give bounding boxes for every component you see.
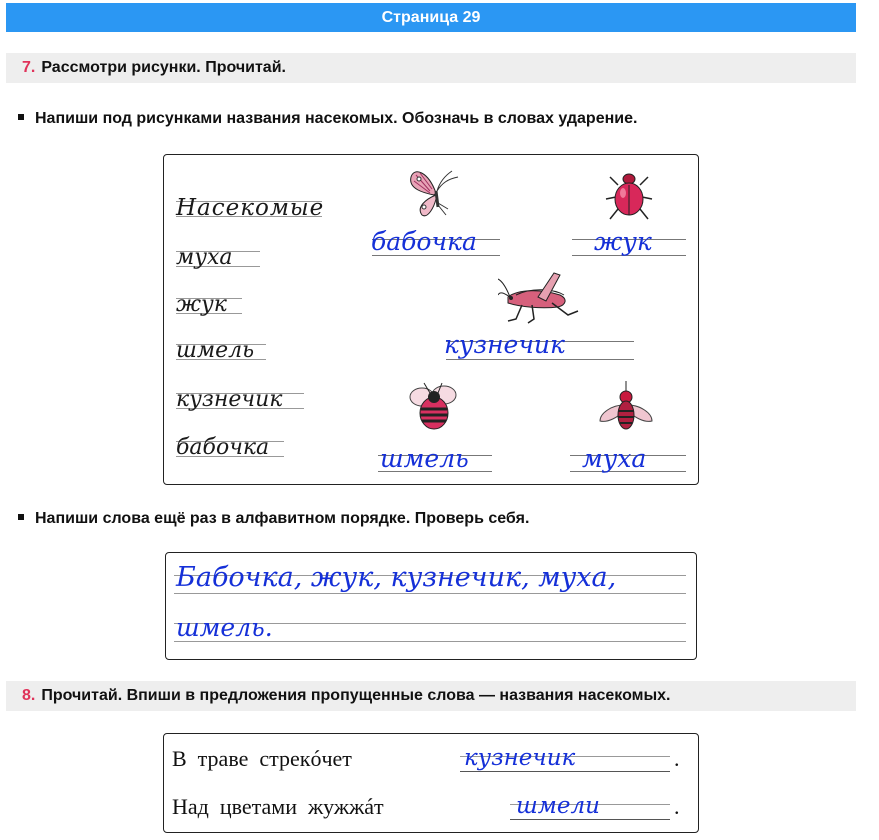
writing-line [510, 819, 670, 820]
writing-line [460, 771, 670, 772]
task-8-title: Прочитай. Впиши в предложения пропущенные слова — названия насекомых. [41, 687, 671, 704]
word-grasshopper: кузнечик [176, 387, 283, 412]
word-insects: Насекомые [176, 195, 325, 221]
insects-picture-box [163, 154, 699, 485]
instruction-text: Напиши слова ещё раз в алфавитном порядке. Проверь себя. [35, 510, 530, 527]
word-bumblebee: шмель [176, 338, 255, 363]
bullet-square-icon [18, 514, 24, 520]
answer-line [446, 359, 634, 360]
task-7-instruction-2 [18, 510, 529, 528]
answer-fly: муха [582, 444, 647, 473]
word-fly: муха [176, 245, 233, 270]
word-butterfly: бабочка [176, 435, 270, 460]
alphabet-line-2: шмель. [176, 613, 273, 642]
fly-icon [596, 381, 656, 437]
instruction-text: Напиши под рисунками названия насекомых. Обозначь в словах ударение. [35, 110, 638, 127]
beetle-icon [604, 167, 654, 223]
alphabet-order-box [165, 552, 697, 660]
alphabet-line-1: Бабочка, жук, кузнечик, муха, [176, 562, 617, 593]
fill-answer-2: шмели [516, 793, 600, 819]
task-8-number: 8. [22, 687, 36, 704]
task-7-number: 7. [22, 59, 36, 76]
sentence-2-period: . [674, 794, 680, 819]
sentence-1-period: . [674, 746, 680, 771]
task-8-header [6, 681, 856, 711]
sentence-1: В траве стрекóчет [172, 746, 352, 771]
task-7-instruction-1 [18, 110, 637, 128]
sentences-box [163, 733, 699, 833]
answer-grasshopper: кузнечик [444, 330, 565, 359]
bumblebee-icon [406, 379, 462, 437]
sentence-2: Над цветами жужжáт [172, 794, 384, 819]
writing-line [174, 593, 686, 594]
page-title: Страница 29 [6, 3, 856, 32]
answer-bumblebee: шмель [380, 444, 469, 473]
grasshopper-icon [498, 267, 582, 329]
answer-butterfly: бабочка [371, 227, 477, 256]
task-7-header [6, 53, 856, 83]
answer-beetle: жук [594, 227, 652, 256]
butterfly-icon [408, 163, 464, 221]
task-7-title: Рассмотри рисунки. Прочитай. [41, 59, 286, 76]
word-beetle: жук [176, 292, 227, 317]
fill-answer-1: кузнечик [464, 745, 576, 771]
bullet-square-icon [18, 114, 24, 120]
